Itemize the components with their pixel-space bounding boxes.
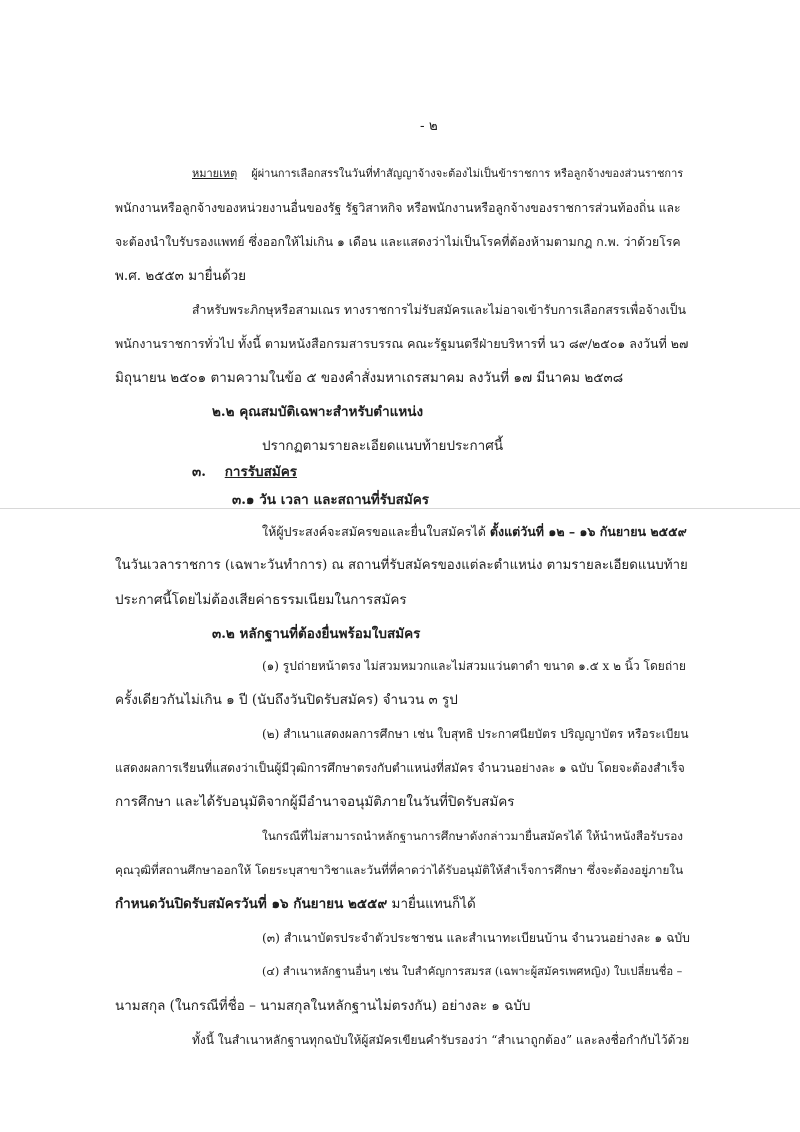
item-2-line-3: การศึกษา และได้รับอนุมัติจากผู้มีอำนาจอนุมัติภายในวันที่ปิดรับสมัคร [115,794,515,810]
case-line-3 [115,894,476,914]
section-2-2-body: ปรากฏตามรายละเอียดแนบท้ายประกาศนี้ [262,438,504,454]
section-3-2-heading: ๓.๒ หลักฐานที่ต้องยื่นพร้อมใบสมัคร [212,626,421,642]
note-line-4: พ.ศ. ๒๕๕๓ มายื่นด้วย [115,268,247,284]
closing-date: กำหนดวันปิดรับสมัครวันที่ ๑๖ กันยายน ๒๕๕๙ [115,896,388,912]
note-line-2: พนักงานหรือลูกจ้างของหน่วยงานอื่นของรัฐ รัฐวิสาหกิจ หรือพนักงานหรือลูกจ้างของราชการส่วนท้องถิ่น และ [115,201,681,215]
note-label: หมายเหตุ [192,167,238,180]
item-4-line-1: (๔) สำเนาหลักฐานอื่นๆ เช่น ใบสำคัญการสมรส (เฉพาะผู้สมัครเพศหญิง) ใบเปลี่ยนชื่อ – [262,965,683,978]
item-2-line-1: (๒) สำเนาแสดงผลการศึกษา เช่น ใบสุทธิ ประกาศนียบัตร ปริญญาบัตร หรือระเบียน [262,727,689,741]
section-3-title: การรับสมัคร [224,464,297,480]
apply-period-intro: ให้ผู้ประสงค์จะสมัครขอและยื่นใบสมัครได้ [262,524,486,539]
monk-line-2: พนักงานราชการทั่วไป ทั้งนี้ ตามหนังสือกรมสารบรรณ คณะรัฐมนตรีฝ่ายบริหารที่ นว ๘๙/๒๕๐๑ ลงวันที่ ๒๗ [115,336,689,351]
case-line-3-tail: มายื่นแทนก็ได้ [391,896,476,912]
note-line-3: จะต้องนำใบรับรองแพทย์ ซึ่งออกให้ไม่เกิน ๑ เดือน และแสดงว่าไม่เป็นโรคที่ต้องห้ามตามกฎ ก.พ. ว่าด้วยโรค [115,235,681,249]
item-2-line-2: แสดงผลการเรียนที่แสดงว่าเป็นผู้มีวุฒิการศึกษาตรงกับตำแหน่งที่สมัคร จำนวนอย่างละ ๑ ฉบับ โดยจะต้องสำเร็จ [115,761,685,775]
section-3-heading [192,462,297,482]
note-text: ผู้ผ่านการเลือกสรรในวันที่ทำสัญญาจ้างจะต้องไม่เป็นข้าราชการ หรือลูกจ้างของส่วนราชการ [251,167,684,180]
case-line-2: คุณวุฒิที่สถานศึกษาออกให้ โดยระบุสาขาวิชาและวันที่ที่คาดว่าได้รับอนุมัติให้สำเร็จการศึกษา ซึ่งจะต้องอยู่ภายใน [115,863,684,877]
section-3-1-line-1 [262,522,687,542]
item-1-line-1: (๑) รูปถ่ายหน้าตรง ไม่สวมหมวกและไม่สวมแว่นตาดำ ขนาด ๑.๕ x ๒ นิ้ว โดยถ่าย [262,659,686,673]
page-number: - ๒ [420,118,438,134]
item-1-line-2: ครั้งเดียวกันไม่เกิน ๑ ปี (นับถึงวันปิดรับสมัคร) จำนวน ๓ รูป [115,692,458,708]
section-3-number: ๓. [192,464,206,480]
case-line-1: ในกรณีที่ไม่สามารถนำหลักฐานการศึกษาดังกล่าวมายื่นสมัครได้ ให้นำหนังสือรับรอง [262,829,684,843]
section-3-1-line-2: ในวันเวลาราชการ (เฉพาะวันทำการ) ณ สถานที่รับสมัครของแต่ละตำแหน่ง ตามรายละเอียดแนบท้าย [115,558,688,573]
section-3-1-heading: ๓.๑ วัน เวลา และสถานที่รับสมัคร [232,492,430,508]
apply-period-dates: ตั้งแต่วันที่ ๑๒ – ๑๖ กันยายน ๒๕๕๙ [489,524,687,539]
closing-note: ทั้งนี้ ในสำเนาหลักฐานทุกฉบับให้ผู้สมัครเขียนคำรับรองว่า “สำเนาถูกต้อง” และลงชื่อกำกับไว้ด้วย [192,1033,690,1047]
section-3-1-line-3: ประกาศนี้โดยไม่ต้องเสียค่าธรรมเนียมในการสมัคร [115,592,407,608]
item-3: (๓) สำเนาบัตรประจำตัวประชาชน และสำเนาทะเบียนบ้าน จำนวนอย่างละ ๑ ฉบับ [262,931,690,945]
item-4-line-2: นามสกุล (ในกรณีที่ชื่อ – นามสกุลในหลักฐานไม่ตรงกัน) อย่างละ ๑ ฉบับ [115,998,531,1014]
scan-divider [0,508,800,509]
section-2-2-heading: ๒.๒ คุณสมบัติเฉพาะสำหรับตำแหน่ง [212,404,424,420]
note-line-1 [192,164,683,184]
monk-line-1: สำหรับพระภิกษุหรือสามเณร ทางราชการไม่รับสมัครและไม่อาจเข้ารับการเลือกสรรเพื่อจ้างเป็น [192,303,686,317]
monk-line-3: มิถุนายน ๒๕๐๑ ตามความในข้อ ๕ ของคำสั่งมหาเถรสมาคม ลงวันที่ ๑๗ มีนาคม ๒๕๓๘ [115,370,624,386]
